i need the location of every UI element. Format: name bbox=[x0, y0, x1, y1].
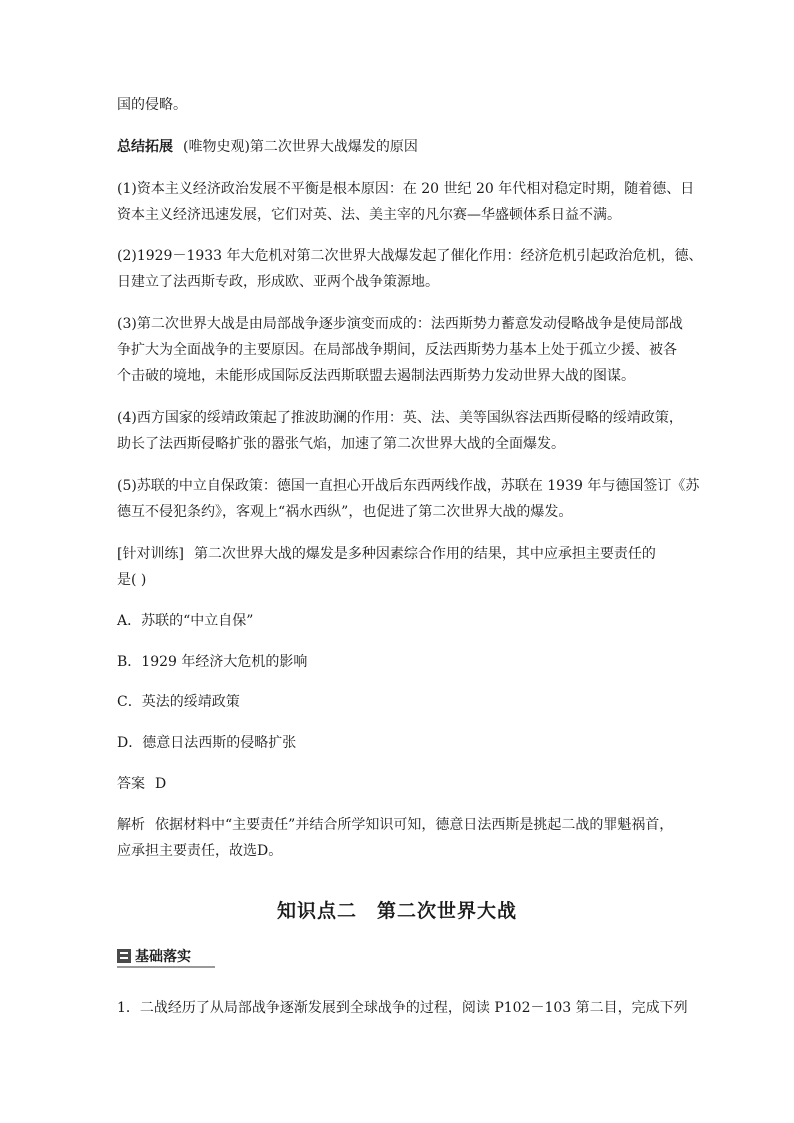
paragraph-5-line-1: (5)苏联的中立自保政策：德国一直担心开战后东西两线作战，苏联在 1939 年与德国签订《苏 bbox=[117, 478, 700, 494]
option-c: C．英法的绥靖政策 bbox=[117, 694, 240, 710]
summary-subtitle: (唯物史观)第二次世界大战爆发的原因 bbox=[183, 139, 418, 155]
answer-line bbox=[117, 774, 166, 794]
question-line-2: 是( ) bbox=[117, 572, 147, 588]
text-line: 国的侵略。 bbox=[117, 97, 187, 113]
question-line-1 bbox=[117, 544, 656, 564]
analysis-line-1 bbox=[117, 815, 673, 835]
section-heading: 知识点二 第二次世界大战 bbox=[276, 900, 517, 922]
summary-title: 总结拓展 bbox=[117, 139, 173, 155]
paragraph-4-line-2: 助长了法西斯侵略扩张的嚣张气焰，加速了第二次世界大战的全面爆发。 bbox=[117, 436, 565, 452]
summary-header bbox=[117, 137, 418, 157]
analysis-label: 解析 bbox=[117, 817, 145, 833]
paragraph-5-line-2: 德互不侵犯条约》，客观上“祸水西纵”，也促进了第二次世界大战的爆发。 bbox=[117, 504, 573, 520]
paragraph-2-line-2: 日建立了法西斯专政，形成欧、亚两个战争策源地。 bbox=[117, 274, 439, 290]
section-tag-underline bbox=[117, 966, 215, 968]
option-d: D．德意日法西斯的侵略扩张 bbox=[117, 735, 297, 751]
paragraph-3-line-2: 争扩大为全面战争的主要原因。在局部战争期间，反法西斯势力基本上处于孤立少援、被各 bbox=[117, 342, 677, 358]
section-tag-label: 基础落实 bbox=[135, 949, 191, 965]
section-tag bbox=[117, 945, 191, 967]
paragraph-1-line-2: 资本主义经济迅速发展，它们对英、法、美主宰的凡尔赛—华盛顿体系日益不满。 bbox=[117, 207, 621, 223]
list-icon bbox=[117, 949, 131, 963]
paragraph-2-line-1: (2)1929－1933 年大危机对第二次世界大战爆发起了催化作用：经济危机引起政治危机，德、 bbox=[117, 248, 703, 264]
answer-value: D bbox=[155, 776, 167, 792]
paragraph-4-line-1: (4)西方国家的绥靖政策起了推波助澜的作用：英、法、美等国纵容法西斯侵略的绥靖政策， bbox=[117, 410, 683, 426]
paragraph-3-line-3: 个击破的境地，未能形成国际反法西斯联盟去遏制法西斯势力发动世界大战的图谋。 bbox=[117, 368, 635, 384]
option-a: A．苏联的“中立自保” bbox=[117, 613, 254, 629]
option-b: B．1929 年经济大危机的影响 bbox=[117, 654, 308, 670]
item-1: 1．二战经历了从局部战争逐渐发展到全球战争的过程，阅读 P102－103 第二目，完成下列 bbox=[117, 1000, 688, 1016]
paragraph-3-line-1: (3)第二次世界大战是由局部战争逐步演变而成的：法西斯势力蓄意发动侵略战争是使局部战 bbox=[117, 316, 683, 332]
answer-label: 答案 bbox=[117, 776, 145, 792]
question-text: 第二次世界大战的爆发是多种因素综合作用的结果，其中应承担主要责任的 bbox=[193, 546, 656, 562]
paragraph-1-line-1: (1)资本主义经济政治发展不平衡是根本原因：在 20 世纪 20 年代相对稳定时期，随着德、日 bbox=[117, 181, 695, 197]
analysis-text: 依据材料中“主要责任”并结合所学知识可知，德意日法西斯是挑起二战的罪魁祸首， bbox=[155, 817, 674, 833]
analysis-line-2: 应承担主要责任，故选D。 bbox=[117, 843, 283, 859]
question-tag: [针对训练] bbox=[117, 546, 184, 562]
